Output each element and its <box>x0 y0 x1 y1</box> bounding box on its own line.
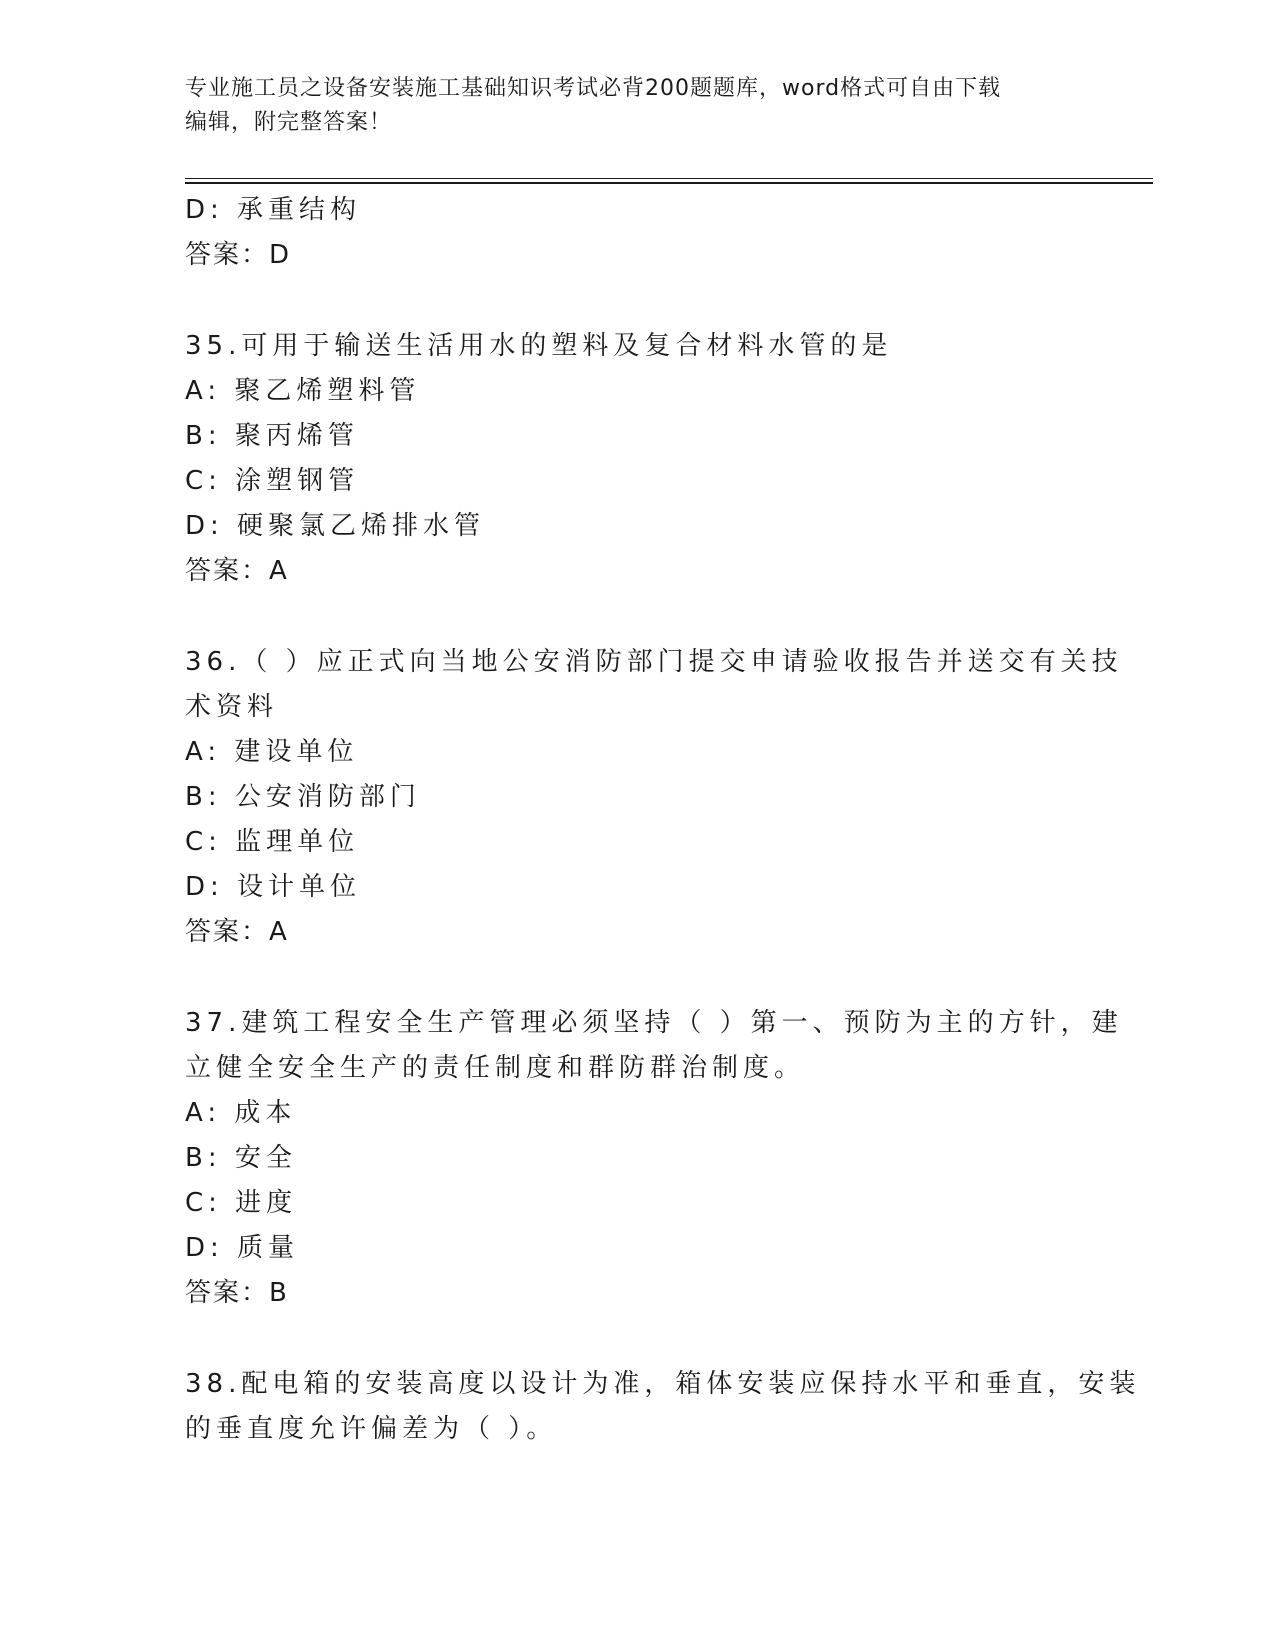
question-35 <box>185 324 1085 594</box>
option-c: C: 进度 <box>185 1188 298 1218</box>
option-a: A: 聚乙烯塑料管 <box>185 376 421 406</box>
answer: 答案：D <box>185 240 292 270</box>
document-header <box>185 72 1065 140</box>
option-a: A: 建设单位 <box>185 737 359 767</box>
question-stem-line-1: 36.（ ）应正式向当地公安消防部门提交申请验收报告并送交有关技 <box>185 647 1123 677</box>
question-stem: 35.可用于输送生活用水的塑料及复合材料水管的是 <box>185 331 893 361</box>
question-stem-line-2: 的垂直度允许偏差为（ ）。 <box>185 1414 558 1444</box>
header-line-1: 专业施工员之设备安装施工基础知识考试必背200题题库，word格式可自由下载 <box>185 76 1002 101</box>
spacer <box>185 955 1085 1001</box>
header-divider-thin <box>185 178 1153 179</box>
option-a: A: 成本 <box>185 1098 297 1128</box>
option-d: D: 承重结构 <box>185 195 362 225</box>
question-36 <box>185 640 1123 955</box>
option-d: D: 硬聚氯乙烯排水管 <box>185 511 486 541</box>
option-c: C: 监理单位 <box>185 827 360 857</box>
spacer <box>185 594 1085 640</box>
answer: 答案：A <box>185 556 289 586</box>
option-d: D: 质量 <box>185 1233 300 1263</box>
spacer <box>185 278 1085 324</box>
option-b: B: 安全 <box>185 1143 297 1173</box>
header-divider-thick <box>185 182 1153 184</box>
option-b: B: 公安消防部门 <box>185 782 421 812</box>
question-38 <box>185 1362 1141 1452</box>
spacer <box>185 1316 1085 1362</box>
option-b: B: 聚丙烯管 <box>185 421 359 451</box>
question-stem-line-2: 立健全安全生产的责任制度和群防群治制度。 <box>185 1053 806 1083</box>
header-line-2: 编辑，附完整答案！ <box>185 110 393 135</box>
option-c: C: 涂塑钢管 <box>185 466 360 496</box>
question-37 <box>185 1001 1123 1316</box>
answer: 答案：A <box>185 917 289 947</box>
question-list <box>185 188 1141 1452</box>
option-d: D: 设计单位 <box>185 872 362 902</box>
question-34 <box>185 188 1085 278</box>
question-stem-line-1: 38.配电箱的安装高度以设计为准，箱体安装应保持水平和垂直，安装 <box>185 1369 1141 1399</box>
question-stem-line-2: 术资料 <box>185 692 279 722</box>
question-stem-line-1: 37.建筑工程安全生产管理必须坚持（ ）第一、预防为主的方针，建 <box>185 1008 1123 1038</box>
answer: 答案：B <box>185 1278 289 1308</box>
